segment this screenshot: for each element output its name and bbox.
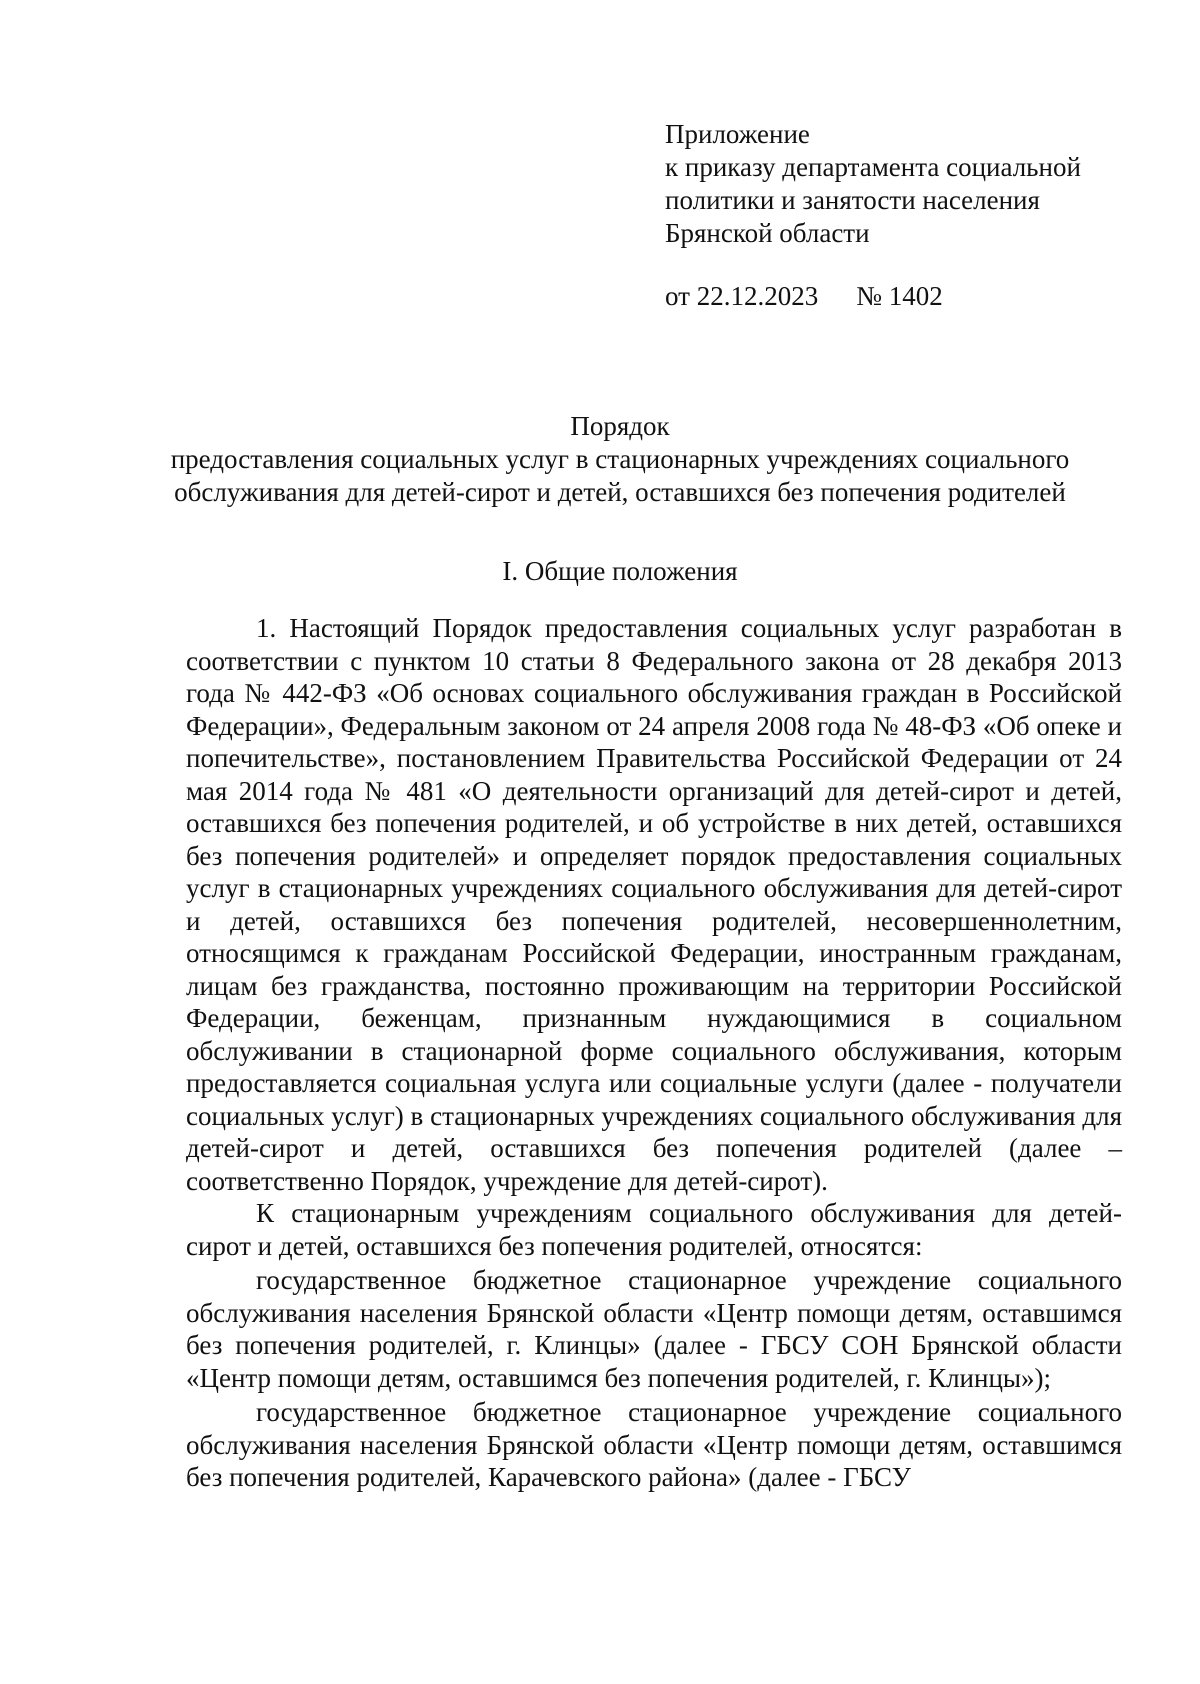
title-heading: Порядок — [570, 411, 670, 441]
appendix-block — [665, 118, 1145, 250]
paragraph-institution-klintsy: государственное бюджетное стационарное учреждение социального обслуживания населения Брянской области «Центр помощи детям, оставшимся без попечения родителей, г. Клинцы» (далее - ГБСУ СОН Брянской области «Центр помощи детям, оставшимся без попечения родителей, г. Клинцы»); — [186, 1265, 1122, 1393]
appendix-label: Приложение — [665, 119, 810, 149]
order-reference — [665, 280, 943, 313]
paragraph-institution-karachev: государственное бюджетное стационарное учреждение социального обслуживания населения Брянской области «Центр помощи детям, оставшимся без попечения родителей, Карачевского района» (далее - ГБСУ — [186, 1397, 1122, 1492]
appendix-line-department: политики и занятости населения — [665, 185, 1040, 215]
order-date: от 22.12.2023 — [665, 281, 819, 311]
appendix-line-region: Брянской области — [665, 218, 870, 248]
order-number: № 1402 — [856, 281, 943, 311]
title-line-1: предоставления социальных услуг в стационарных учреждениях социального — [170, 444, 1070, 474]
appendix-line-order: к приказу департамента социальной — [665, 152, 1081, 182]
paragraph-2: К стационарным учреждениям социального обслуживания для детей-сирот и детей, оставшихся без попечения родителей, относятся: — [186, 1198, 1122, 1261]
section-heading: I. Общие положения — [502, 556, 738, 586]
paragraph-1: 1. Настоящий Порядок предоставления социальных услуг разработан в соответствии с пунктом 10 статьи 8 Федерального закона от 28 декабря 2013 года № 442-ФЗ «Об основах социального обслуживания граждан в Российской Федерации», Федеральным законом от 24 апреля 2008 года № 48-ФЗ «Об опеке и попечительстве», постановлением Правительства Российской Федерации от 24 мая 2014 года № 481 «О деятельности организаций для детей-сирот и детей, оставшихся без попечения родителей, и об устройстве в них детей, оставшихся без попечения родителей» и определяет порядок предоставления социальных услуг в стационарных учреждениях социального обслуживания для детей-сирот и детей, оставшихся без попечения родителей, несовершеннолетним, относящимся к гражданам Российской Федерации, иностранным гражданам, лицам без гражданства, постоянно проживающим на территории Российской Федерации, беженцам, признанным нуждающимися в социальном обслуживании в стационарной форме социального обслуживания, которым предоставляется социальная услуга или социальные услуги (далее - получатели социальных услуг) в стационарных учреждениях социального обслуживания для детей-сирот и детей, оставшихся без попечения родителей (далее – соответственно Порядок, учреждение для детей-сирот). — [186, 613, 1122, 1196]
document-title — [120, 410, 1120, 509]
title-line-2: обслуживания для детей-сирот и детей, оставшихся без попечения родителей — [174, 477, 1066, 507]
document-body — [186, 612, 1122, 1494]
